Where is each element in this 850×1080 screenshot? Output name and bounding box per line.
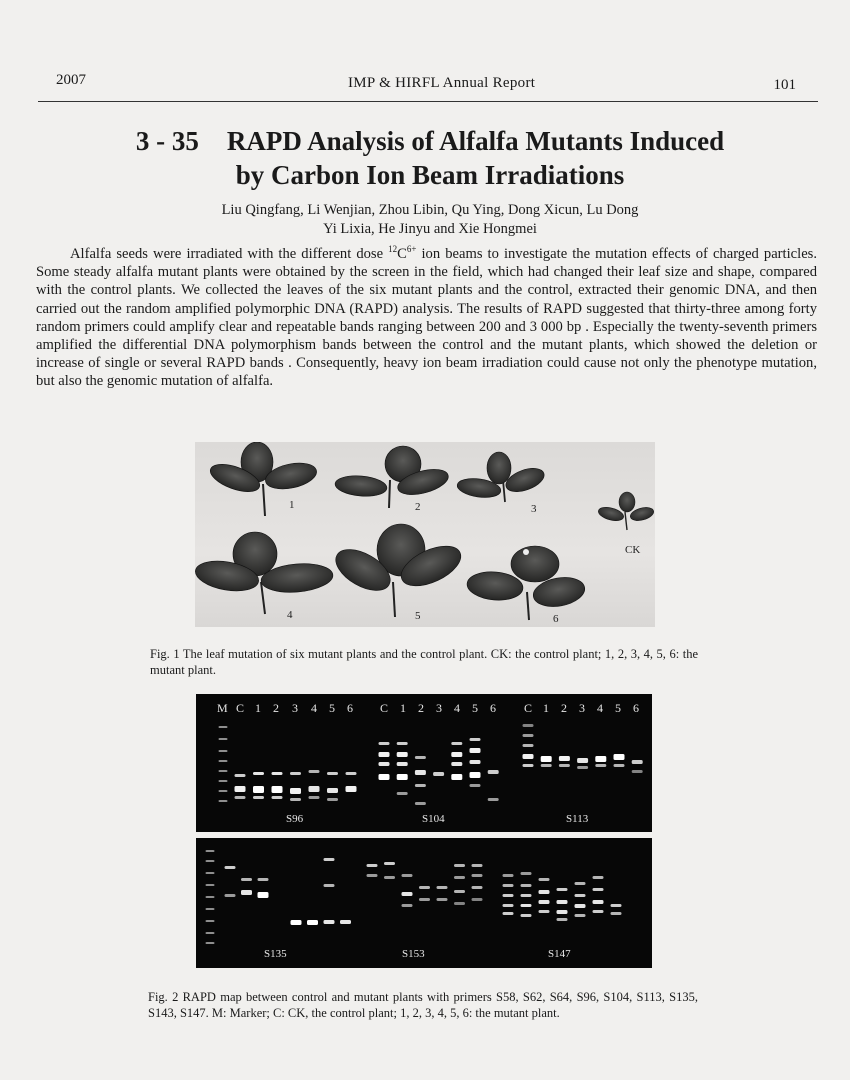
gel-band (379, 752, 390, 757)
lane-label-5b: 5 (472, 701, 478, 715)
plant-label-3: 3 (531, 503, 537, 515)
gel-band (235, 786, 246, 792)
gel-band (415, 770, 426, 775)
figure-2-gel-top (196, 694, 652, 832)
gel-band (472, 874, 483, 877)
gel-band (219, 750, 228, 752)
gel-band (346, 772, 357, 775)
leaf-plant-3 (456, 452, 547, 502)
gel-band (595, 756, 606, 762)
gel-band (235, 774, 246, 777)
gel-band (575, 894, 586, 897)
plant-label-ck: CK (625, 544, 641, 556)
primer-label-s153: S153 (402, 948, 425, 960)
lane-label-2a: 2 (273, 701, 279, 715)
gel-band (219, 780, 228, 782)
ion-symbol: C (397, 246, 407, 262)
gel-band (472, 886, 483, 889)
lane-label-3a: 3 (292, 701, 298, 715)
gel-band (454, 864, 465, 867)
article-number: 3 - 35 (135, 126, 199, 156)
gel-band (272, 786, 283, 793)
gel-band (521, 884, 532, 887)
gel-band (253, 772, 264, 775)
gel-band (397, 792, 408, 795)
gel-band (272, 796, 283, 799)
leaf-plant-6 (466, 546, 587, 620)
gel-band (521, 894, 532, 897)
gel-band (521, 904, 532, 907)
leaf-plant-2 (334, 446, 451, 508)
lane-label-3b: 3 (436, 701, 442, 715)
abstract-text-2: ion beams to investigate the mutation effects of charged particles. Some steady alfalfa mutant plants were obtained by the screen in the field, which had changed their leaf size and shape, compared with the control plants. We collected the leaves of the six mutant plants and the control, extracted their genomic DNA, and then carried out the random amplified polymorphic DNA (RAPD) analysis. The results of RAPD suggested that thirty-three among forty random primers could amplify clear and repeatable bands ranging between 200 and 3 000 bp . Especially the twenty-seventh primers amplified the differential DNA polymorphism bands between the control and the mutant plants, which showed the deletion or increase of single or several RAPD bands . Consequently, heavy ion beam irradiation could cause not only the phenotype mutation, but also the genomic mutation of alfalfa. (36, 246, 817, 390)
gel-band (206, 896, 215, 898)
gel-band (324, 884, 335, 887)
gel-band (595, 764, 606, 767)
gel-band (402, 874, 413, 877)
abstract-text-1: Alfalfa seeds were irradiated with the different dose (70, 246, 389, 262)
lane-label-2b: 2 (418, 701, 424, 715)
gel-band (219, 760, 228, 762)
gel-band (539, 890, 550, 894)
gel-band (367, 874, 378, 877)
gel-band (307, 920, 318, 925)
lane-label-c1: C (236, 701, 245, 715)
gel-band (241, 890, 252, 895)
lane-label-3c: 3 (579, 701, 585, 715)
abstract-paragraph (36, 245, 817, 391)
gel-band (470, 748, 481, 753)
gel-band (384, 862, 395, 865)
gel-band (523, 754, 534, 759)
lane-label-6c: 6 (633, 701, 639, 715)
gel-band (258, 892, 269, 898)
page-number: 101 (773, 77, 796, 93)
gel-band (397, 742, 408, 745)
gel-band (379, 762, 390, 766)
gel-band (327, 772, 338, 775)
gel-band (419, 886, 430, 889)
gel-band (472, 864, 483, 867)
gel-band (593, 888, 604, 891)
gel-band (340, 920, 351, 924)
lane-label-2c: 2 (561, 701, 567, 715)
gel-band (451, 742, 462, 745)
title-line-1: RAPD Analysis of Alfalfa Mutants Induced (226, 126, 725, 156)
plant-label-5: 5 (415, 610, 421, 622)
gel-band (324, 858, 335, 861)
gel-band (614, 754, 625, 760)
gel-band (367, 864, 378, 867)
gel-band (523, 764, 534, 767)
gel-band (206, 872, 215, 874)
figure-1-leaf-photo (195, 442, 655, 627)
gel-band (219, 726, 228, 728)
gel-band (206, 908, 215, 910)
gel-band (379, 774, 390, 780)
gel-band (324, 920, 335, 924)
gel-band (290, 772, 301, 775)
gel-band (235, 796, 246, 799)
gel-band (503, 912, 514, 915)
gel-band (253, 796, 264, 799)
gel-band (488, 770, 499, 774)
gel-band (415, 784, 426, 787)
gel-band (437, 898, 448, 901)
gel-band (611, 904, 622, 907)
gel-band (219, 800, 228, 802)
gel-band (451, 762, 462, 766)
gel-band (258, 878, 269, 881)
gel-band (290, 788, 301, 794)
gel-band (503, 884, 514, 887)
lane-label-6a: 6 (347, 701, 353, 715)
gel-band (241, 878, 252, 881)
lane-label-c3: C (524, 701, 533, 715)
gel-band (402, 904, 413, 907)
gel-band (559, 764, 570, 767)
lane-label-1b: 1 (400, 701, 406, 715)
lane-label-4b: 4 (454, 701, 460, 715)
plant-label-1: 1 (289, 499, 295, 511)
gel-band (206, 942, 215, 944)
gel-band (327, 788, 338, 793)
gel-band (346, 786, 357, 792)
gel-band (291, 920, 302, 925)
primer-label-s113: S113 (566, 813, 589, 825)
gel-band (309, 770, 320, 773)
gel-band (225, 894, 236, 897)
gel-band (539, 900, 550, 904)
gel-band (593, 910, 604, 913)
title-line-2: by Carbon Ion Beam Irradiations (235, 160, 625, 190)
gel-band (454, 890, 465, 893)
gel-band (503, 894, 514, 897)
gel-band (575, 882, 586, 885)
gel-band (470, 760, 481, 764)
plant-label-6: 6 (553, 613, 559, 625)
gel-band (577, 766, 588, 769)
lane-label-4a: 4 (311, 701, 317, 715)
gel-band (470, 772, 481, 778)
gel-band (488, 798, 499, 801)
gel-band (557, 918, 568, 921)
gel-band (379, 742, 390, 745)
author-list (60, 201, 800, 239)
gel-band (577, 758, 588, 763)
header-rule (38, 101, 818, 102)
primer-label-s135: S135 (264, 948, 287, 960)
gel-band (206, 850, 215, 852)
gel-band (611, 912, 622, 915)
gel-band (206, 884, 215, 886)
header-publication: IMP & HIRFL Annual Report (348, 75, 536, 91)
gel-band (327, 798, 338, 801)
lane-label-5a: 5 (329, 701, 335, 715)
gel-band (419, 898, 430, 901)
figure-2-gel-bottom (196, 838, 652, 968)
gel-band (397, 774, 408, 780)
gel-band (503, 874, 514, 877)
gel-band (272, 772, 283, 775)
gel-band (541, 756, 552, 762)
article-title (60, 124, 800, 192)
gel-band (402, 892, 413, 896)
running-header (38, 72, 818, 100)
gel-band (523, 744, 534, 747)
gel-band (384, 876, 395, 879)
gel-band (593, 876, 604, 879)
gel-band (225, 866, 236, 869)
gel-band (206, 932, 215, 934)
gel-band (309, 796, 320, 799)
gel-band (415, 756, 426, 759)
figure-2-caption: Fig. 2 RAPD map between control and mutant plants with primers S58, S62, S64, S96, S104, S113, S135, S143, S147. M: Marker; C: CK, the control plant; 1, 2, 3, 4, 5, 6: the mutant plant. (148, 990, 698, 1020)
gel-band (397, 762, 408, 766)
ion-mass-number: 12 (388, 244, 398, 255)
gel-band (290, 798, 301, 801)
gel-band (521, 914, 532, 917)
gel-band (451, 774, 462, 780)
plant-label-4: 4 (287, 609, 293, 621)
authors-line-1: Liu Qingfang, Li Wenjian, Zhou Libin, Qu Ying, Dong Xicun, Lu Dong (221, 202, 639, 218)
lane-label-6b: 6 (490, 701, 496, 715)
authors-line-2: Yi Lixia, He Jinyu and Xie Hongmei (323, 221, 537, 237)
primer-label-s104: S104 (422, 813, 445, 825)
gel-band (575, 904, 586, 908)
gel-band (219, 790, 228, 792)
gel-band (523, 734, 534, 737)
gel-band (557, 900, 568, 904)
lane-labels (217, 701, 639, 715)
lane-label-5c: 5 (615, 701, 621, 715)
gel-band (632, 770, 643, 773)
primer-label-s96: S96 (286, 813, 304, 825)
gel-band (433, 772, 444, 776)
leaf-plant-4 (195, 532, 334, 614)
gel-band (451, 752, 462, 757)
gel-band (415, 802, 426, 805)
gel-band (454, 876, 465, 879)
gel-band (219, 738, 228, 740)
gel-band (632, 760, 643, 764)
gel-band (539, 878, 550, 881)
lane-label-c2: C (380, 701, 389, 715)
gel-band (253, 786, 264, 793)
gel-band (472, 898, 483, 901)
gel-band (397, 752, 408, 757)
gel-band (523, 724, 534, 727)
lane-label-1a: 1 (255, 701, 261, 715)
gel-band (539, 910, 550, 913)
leaf-plant-5 (329, 524, 467, 617)
leaf-plant-1 (207, 442, 319, 516)
gel-band (521, 872, 532, 875)
gel-band (219, 770, 228, 772)
leaf-plant-ck (597, 492, 655, 530)
plant-label-2: 2 (415, 501, 421, 513)
figure-1-caption: Fig. 1 The leaf mutation of six mutant plants and the control plant. CK: the control plant; 1, 2, 3, 4, 5, 6: the mutant plant. (150, 647, 698, 677)
gel-band (454, 902, 465, 905)
gel-band (559, 756, 570, 761)
gel-band (503, 904, 514, 907)
lane-label-4c: 4 (597, 701, 603, 715)
gel-band (575, 914, 586, 917)
primer-label-s147: S147 (548, 948, 571, 960)
gel-band (470, 784, 481, 787)
gel-band (437, 886, 448, 889)
ion-charge: 6+ (406, 244, 417, 255)
gel-band (614, 764, 625, 767)
gel-band (309, 786, 320, 792)
lane-label-m: M (217, 701, 228, 715)
gel-band (470, 738, 481, 741)
gel-band (206, 920, 215, 922)
lane-label-1c: 1 (543, 701, 549, 715)
gel-band (206, 860, 215, 862)
gel-band (557, 888, 568, 891)
header-year: 2007 (56, 72, 86, 88)
gel-band (541, 764, 552, 767)
gel-band (593, 900, 604, 904)
gel-band (557, 910, 568, 914)
